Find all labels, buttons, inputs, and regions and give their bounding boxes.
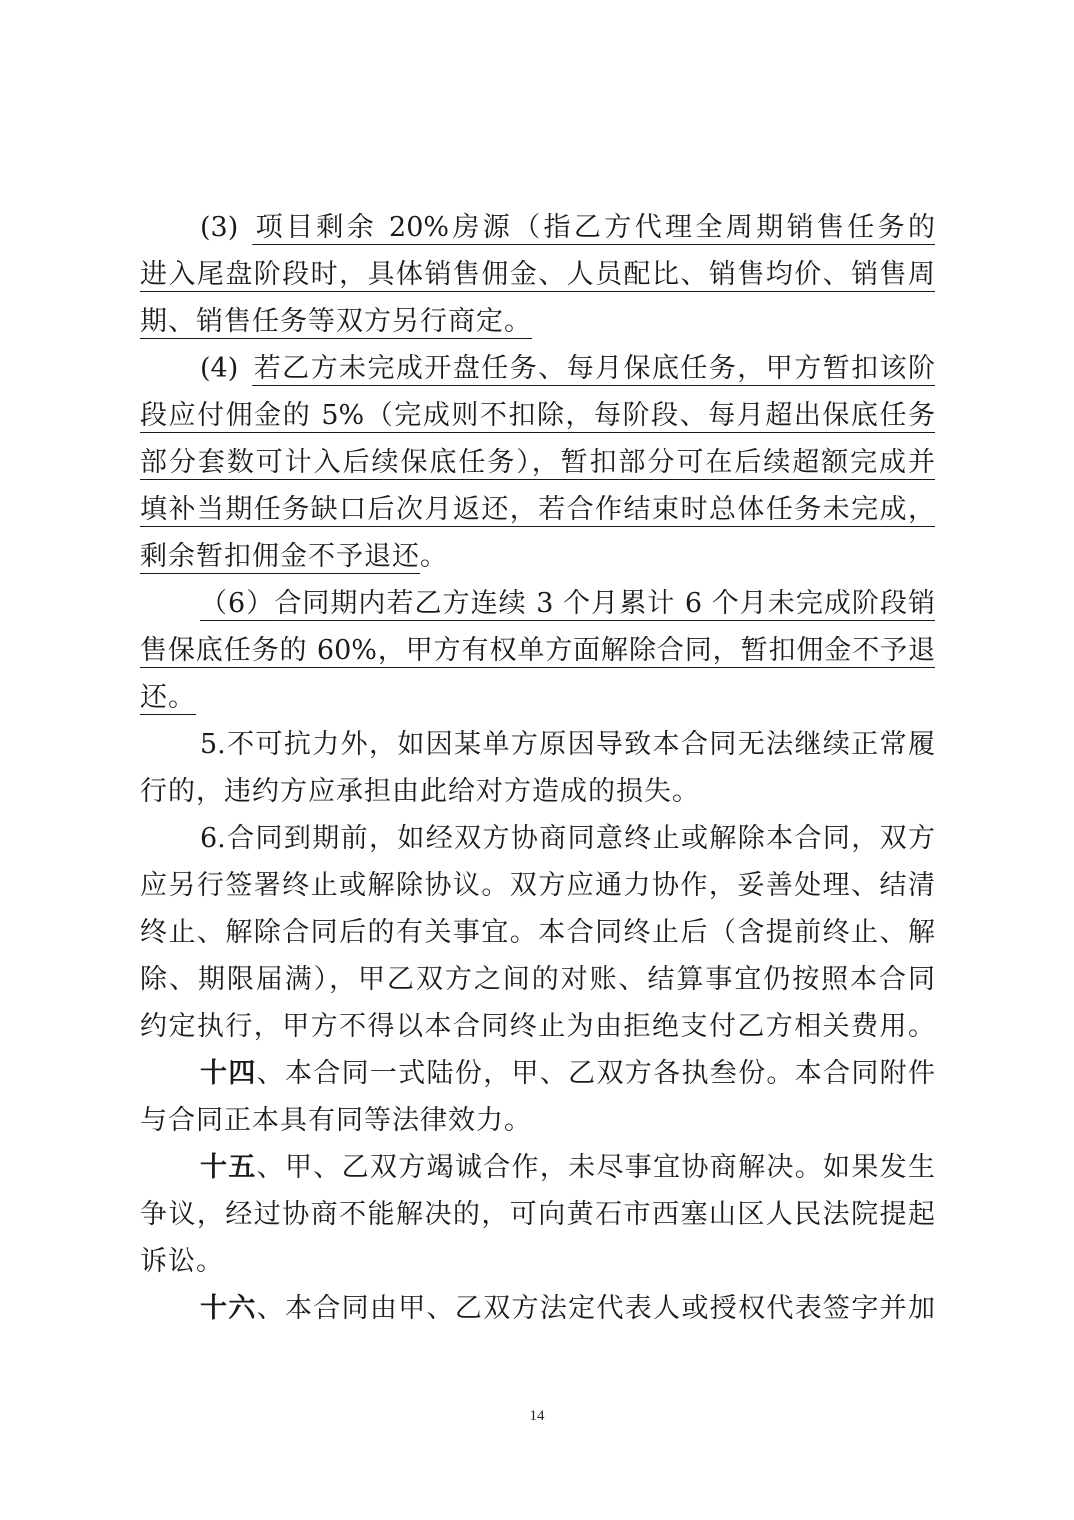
paragraph-line bbox=[140, 580, 935, 627]
paragraph-tail: 。 bbox=[420, 541, 448, 572]
paragraph-text: 项目剩余 20%房源（指乙方代理全周期销售任务的 bbox=[252, 212, 935, 243]
paragraph-line: 应另行签署终止或解除协议。双方应通力协作，妥善处理、结清 bbox=[140, 870, 935, 901]
paragraph-line bbox=[140, 298, 935, 345]
paragraph-line bbox=[140, 674, 935, 721]
paragraph-text: 、本合同由甲、乙双方法定代表人或授权代表签字并加 bbox=[256, 1293, 935, 1324]
paragraph-line bbox=[140, 1050, 935, 1097]
paragraph-lead: 6. bbox=[200, 823, 226, 854]
paragraph-text: 、本合同一式陆份，甲、乙双方各执叁份。本合同附件 bbox=[256, 1058, 935, 1089]
paragraph-line bbox=[140, 1144, 935, 1191]
paragraph-line: 诉讼。 bbox=[140, 1246, 224, 1277]
paragraph-line: 约定执行，甲方不得以本合同终止为由拒绝支付乙方相关费用。 bbox=[140, 1011, 935, 1042]
paragraph-line bbox=[140, 533, 935, 580]
paragraph-line bbox=[140, 345, 935, 392]
article-number: 十六 bbox=[200, 1293, 257, 1324]
paragraph-line: 除、期限届满），甲乙双方之间的对账、结算事宜仍按照本合同 bbox=[140, 964, 935, 995]
document-page bbox=[140, 204, 935, 1332]
paragraph-lead: (4) bbox=[200, 353, 239, 384]
clause-6 bbox=[140, 815, 935, 1050]
paragraph-text: 合同到期前，如经双方协商同意终止或解除本合同，双方 bbox=[225, 823, 935, 854]
paragraph-line: 进入尾盘阶段时，具体销售佣金、人员配比、销售均价、销售周 bbox=[140, 259, 935, 290]
clause-5 bbox=[140, 721, 935, 815]
paragraph-line bbox=[140, 815, 935, 862]
paragraph-lead: 5. bbox=[200, 729, 226, 760]
article-14 bbox=[140, 1050, 935, 1144]
paragraph-line: 终止、解除合同后的有关事宜。本合同终止后（含提前终止、解 bbox=[140, 917, 935, 948]
article-16 bbox=[140, 1285, 935, 1332]
article-number: 十五 bbox=[200, 1152, 257, 1183]
paragraph-line bbox=[140, 1285, 935, 1332]
paragraph-text: 剩余暂扣佣金不予退还 bbox=[140, 541, 420, 572]
paragraph-text: 合同期内若乙方连续 3 个月累计 6 个月未完成阶段销 bbox=[274, 588, 935, 619]
paragraph-text: 若乙方未完成开盘任务、每月保底任务，甲方暂扣该阶 bbox=[252, 353, 935, 384]
paragraph-3 bbox=[140, 204, 935, 345]
page-number: 14 bbox=[529, 1408, 545, 1424]
paragraph-line: 售保底任务的 60%，甲方有权单方面解除合同，暂扣佣金不予退 bbox=[140, 635, 935, 666]
paragraph-line: 填补当期任务缺口后次月返还，若合作结束时总体任务未完成， bbox=[140, 494, 935, 525]
paragraph-text: 期、销售任务等双方另行商定。 bbox=[140, 306, 532, 337]
paragraph-line: 部分套数可计入后续保底任务），暂扣部分可在后续超额完成并 bbox=[140, 447, 935, 478]
paragraph-text: 、甲、乙双方竭诚合作，未尽事宜协商解决。如果发生 bbox=[256, 1152, 935, 1183]
paragraph-6 bbox=[140, 580, 935, 721]
paragraph-text: 还。 bbox=[140, 682, 196, 713]
paragraph-line: 争议，经过协商不能解决的，可向黄石市西塞山区人民法院提起 bbox=[140, 1199, 935, 1230]
paragraph-line: 与合同正本具有同等法律效力。 bbox=[140, 1105, 532, 1136]
paragraph-line: 段应付佣金的 5%（完成则不扣除，每阶段、每月超出保底任务 bbox=[140, 400, 935, 431]
paragraph-line: 行的，违约方应承担由此给对方造成的损失。 bbox=[140, 776, 700, 807]
paragraph-lead: （6） bbox=[200, 588, 275, 619]
article-15 bbox=[140, 1144, 935, 1285]
article-number: 十四 bbox=[200, 1058, 257, 1089]
paragraph-line bbox=[140, 721, 935, 768]
paragraph-text: 不可抗力外，如因某单方原因导致本合同无法继续正常履 bbox=[225, 729, 935, 760]
paragraph-lead: (3) bbox=[200, 212, 239, 243]
paragraph-line bbox=[140, 204, 935, 251]
paragraph-4 bbox=[140, 345, 935, 580]
